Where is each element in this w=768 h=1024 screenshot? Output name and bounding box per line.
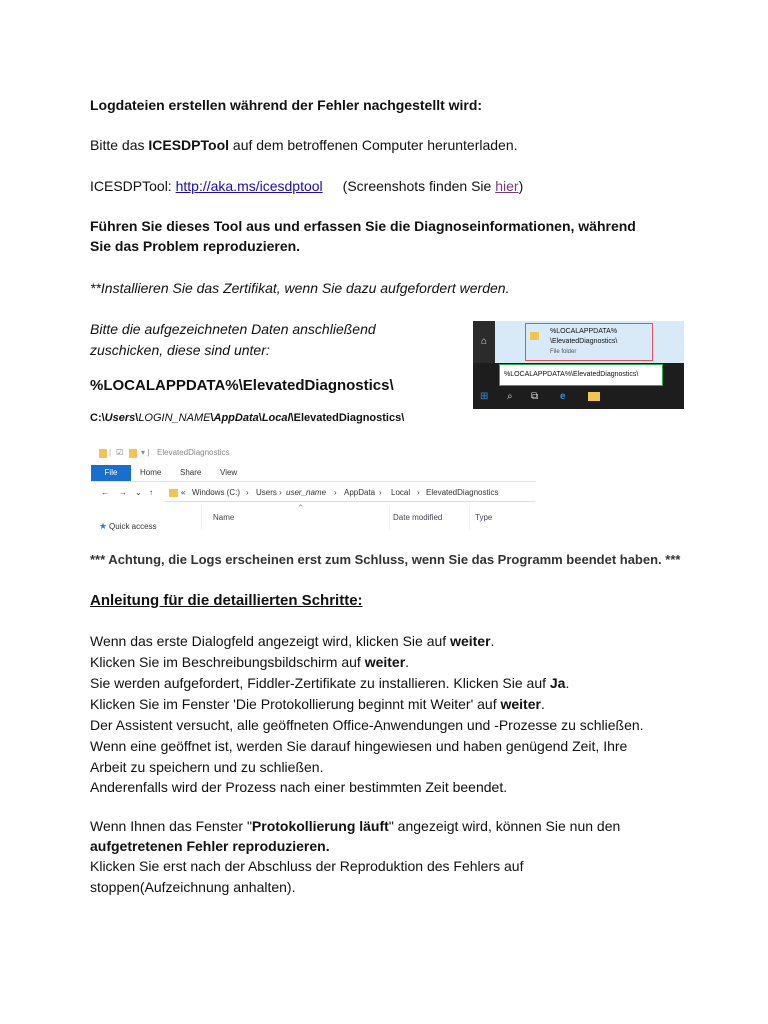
column-name: Name (213, 513, 235, 522)
sort-chevron-icon: ⌃ (297, 503, 305, 513)
screenshots-link[interactable]: hier (495, 178, 519, 194)
address-user-name: user_name (286, 488, 327, 497)
search-screenshot (473, 321, 684, 409)
document-heading: Logdateien erstellen während der Fehler nachgestellt wird: (90, 97, 483, 113)
address-bar (91, 486, 536, 502)
file-explorer-icon (588, 392, 600, 401)
path-appdata: AppData (213, 412, 259, 424)
column-divider (389, 505, 390, 530)
step-1-post: . (490, 633, 495, 649)
logging-window-name: Protokollierung läuft (251, 818, 389, 834)
address-local: Local (391, 488, 411, 497)
step-1-text: Wenn das erste Dialogfeld angezeigt wird, klicken Sie auf (90, 633, 451, 649)
logging-line4: stoppen(Aufzeichnung anhalten). (90, 879, 296, 895)
step-3-post: . (565, 675, 570, 691)
taskbar (473, 387, 684, 409)
windows-start-icon: ⊞ (480, 391, 489, 402)
recent-dropdown-icon: ⌄ (135, 488, 142, 497)
download-post: auf dem betroffenen Computer herunterladen. (229, 137, 518, 153)
address-overflow-icon: « (181, 488, 186, 497)
qat-dropdown-icon: ▾ | (141, 448, 150, 457)
address-folder: ElevatedDiagnostics (426, 488, 499, 497)
run-instruction-line1: Führen Sie dieses Tool aus und erfassen Sie die Diagnoseinformationen, während (90, 218, 636, 234)
search-result-highlight (525, 323, 653, 361)
quick-access-item: Quick access (109, 522, 157, 531)
run-instruction-line2: Sie das Problem reproduzieren. (90, 238, 301, 254)
step-2-text: Klicken Sie im Beschreibungsbildschirm auf (90, 654, 365, 670)
back-arrow-icon: ← (101, 488, 109, 497)
ribbon-tab-share: Share (180, 468, 202, 477)
address-sep: › (417, 488, 420, 497)
logging-line1-post: " angezeigt wird, können Sie nun den (388, 818, 621, 834)
tool-line (90, 176, 523, 196)
env-path: %LOCALAPPDATA%\ElevatedDiagnostics\ (90, 377, 394, 394)
home-icon: ⌂ (473, 321, 495, 363)
step-2-bold: weiter (364, 654, 406, 670)
search-input-text: %LOCALAPPDATA%\ElevatedDiagnostics\ (504, 371, 639, 378)
search-result-type: File folder (550, 349, 577, 355)
ribbon (91, 465, 536, 482)
screenshots-pre: (Screenshots finden Sie (342, 178, 496, 194)
step-2-post: . (405, 654, 410, 670)
send-data-line2: zuschicken, diese sind unter: (90, 342, 270, 358)
tool-label: ICESDPTool: (90, 178, 176, 194)
address-sep: › (246, 488, 249, 497)
tool-name: ICESDPTool (148, 137, 230, 153)
path-sep3: \ (258, 412, 262, 424)
step-4-text: Klicken Sie im Fenster 'Die Protokollierung beginnt mit Weiter' auf (90, 696, 501, 712)
step-8: Anderenfalls wird der Prozess nach einer bestimmten Zeit beendet. (90, 779, 508, 795)
step-4 (90, 694, 545, 714)
steps-heading: Anleitung für die detaillierten Schritte: (90, 592, 363, 609)
screenshots-post: ) (518, 178, 524, 194)
search-icon: ⌕ (507, 391, 513, 402)
certificate-note: **Installieren Sie das Zertifikat, wenn Sie dazu aufgefordert werden. (90, 280, 510, 296)
path-sep1: \ (135, 412, 139, 424)
path-login: LOGIN_NAME (138, 412, 211, 424)
explorer-screenshot (91, 445, 536, 530)
search-input-box (499, 364, 663, 386)
folder-icon (99, 449, 107, 458)
attention-note: *** Achtung, die Logs erscheinen erst zum Schluss, wenn Sie das Programm beendet haben. *** (90, 552, 681, 567)
path-end: ElevatedDiagnostics\ (293, 412, 405, 424)
address-windows: Windows (C:) (192, 488, 241, 497)
logging-line1 (90, 816, 620, 836)
path-local: Local (261, 412, 291, 424)
path-users: Users (104, 412, 136, 424)
step-4-bold: weiter (500, 696, 541, 712)
column-divider (469, 505, 470, 530)
properties-icon: ☑ (116, 448, 124, 457)
new-folder-icon (129, 449, 137, 458)
path-sep4: \ (290, 412, 294, 424)
step-6: Wenn eine geöffnet ist, werden Sie darauf hingewiesen und haben genügend Zeit, Ihre (90, 738, 628, 754)
full-path (90, 408, 404, 428)
search-result-line1: %LOCALAPPDATA% (550, 328, 618, 335)
step-5: Der Assistent versucht, alle geöffneten Office-Anwendungen und -Prozesse zu schließen. (90, 717, 644, 733)
search-results-panel (495, 321, 684, 363)
logging-line3: Klicken Sie erst nach der Abschluss der Reproduktion des Fehlers auf (90, 858, 524, 874)
window-title: ElevatedDiagnostics (157, 448, 230, 457)
address-sep: › (279, 488, 282, 497)
step-1-bold: weiter (450, 633, 491, 649)
ribbon-tab-file: File (91, 465, 131, 481)
ribbon-tab-home: Home (140, 468, 162, 477)
address-appdata: AppData (344, 488, 376, 497)
step-3-bold: Ja (549, 675, 566, 691)
logging-line2: aufgetretenen Fehler reproduzieren. (90, 838, 330, 854)
column-type: Type (475, 513, 493, 522)
quick-access-star-icon: ★ (99, 521, 108, 531)
step-1 (90, 631, 494, 651)
address-users: Users (256, 488, 277, 497)
send-data-line1: Bitte die aufgezeichneten Daten anschließend (90, 321, 376, 337)
ribbon-tab-view: View (220, 468, 238, 477)
address-sep: › (379, 488, 382, 497)
step-7: Arbeit zu speichern und zu schließen. (90, 759, 324, 775)
path-sep2: \ (210, 412, 214, 424)
step-4-post: . (540, 696, 545, 712)
column-divider (201, 505, 202, 530)
column-date-modified: Date modified (393, 513, 443, 522)
forward-arrow-icon: → (119, 488, 127, 497)
download-line (90, 135, 518, 155)
task-view-icon: ⧉ (531, 391, 539, 402)
download-pre: Bitte das (90, 137, 149, 153)
qat-divider: | (109, 448, 112, 457)
path-c: C:\ (90, 412, 105, 424)
folder-icon (530, 332, 539, 340)
tool-download-link[interactable]: http://aka.ms/icesdptool (175, 178, 323, 194)
edge-browser-icon: e (560, 391, 566, 402)
step-3-text: Sie werden aufgefordert, Fiddler-Zertifikate zu installieren. Klicken Sie auf (90, 675, 550, 691)
step-3 (90, 673, 569, 693)
step-2 (90, 652, 409, 672)
address-folder-icon (169, 489, 178, 497)
address-sep: › (334, 488, 337, 497)
search-result-line2: \ElevatedDiagnostics\ (550, 338, 618, 345)
logging-line1-pre: Wenn Ihnen das Fenster " (90, 818, 252, 834)
up-arrow-icon: ↑ (149, 488, 153, 497)
